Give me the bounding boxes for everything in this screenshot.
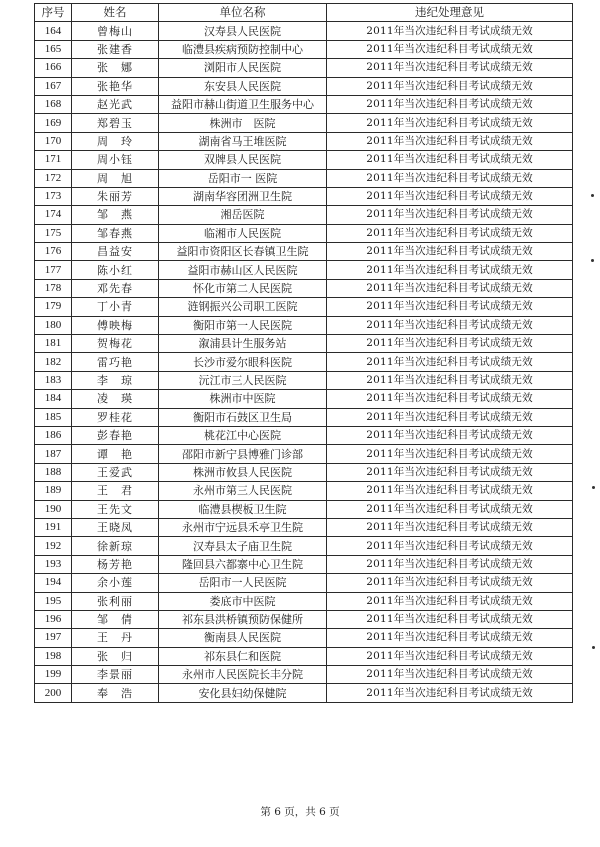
cell-unit: 双牌县人民医院 <box>159 151 327 169</box>
cell-unit: 永州市人民医院长丰分院 <box>159 666 327 684</box>
cell-name: 王 君 <box>72 482 159 500</box>
table-row <box>35 224 573 242</box>
cell-serial: 166 <box>35 59 72 77</box>
cell-opinion: 2011年当次违纪科目考试成绩无效 <box>327 132 573 150</box>
cell-name: 朱丽芳 <box>72 187 159 205</box>
cell-unit: 桃花江中心医院 <box>159 426 327 444</box>
header-unit: 单位名称 <box>159 4 327 22</box>
cell-opinion: 2011年当次违纪科目考试成绩无效 <box>327 574 573 592</box>
cell-unit: 衡阳市石鼓区卫生局 <box>159 408 327 426</box>
cell-name: 张建香 <box>72 40 159 58</box>
cell-unit: 娄底市中医院 <box>159 592 327 610</box>
violation-table <box>34 3 573 703</box>
cell-opinion: 2011年当次违纪科目考试成绩无效 <box>327 261 573 279</box>
cell-unit: 东安县人民医院 <box>159 77 327 95</box>
table-row <box>35 666 573 684</box>
table-row <box>35 132 573 150</box>
cell-opinion: 2011年当次违纪科目考试成绩无效 <box>327 647 573 665</box>
cell-opinion: 2011年当次违纪科目考试成绩无效 <box>327 684 573 702</box>
cell-opinion: 2011年当次违纪科目考试成绩无效 <box>327 666 573 684</box>
cell-name: 杨芳艳 <box>72 555 159 573</box>
table-row <box>35 77 573 95</box>
cell-opinion: 2011年当次违纪科目考试成绩无效 <box>327 40 573 58</box>
cell-unit: 汉寿县人民医院 <box>159 22 327 40</box>
table-row <box>35 555 573 573</box>
cell-serial: 175 <box>35 224 72 242</box>
table-row <box>35 40 573 58</box>
cell-opinion: 2011年当次违纪科目考试成绩无效 <box>327 482 573 500</box>
cell-unit: 株洲市 医院 <box>159 114 327 132</box>
table-row <box>35 298 573 316</box>
cell-name: 凌 瑛 <box>72 390 159 408</box>
cell-name: 奉 浩 <box>72 684 159 702</box>
cell-opinion: 2011年当次违纪科目考试成绩无效 <box>327 151 573 169</box>
cell-name: 周 玲 <box>72 132 159 150</box>
cell-unit: 衡南县人民医院 <box>159 629 327 647</box>
cell-unit: 汉寿县太子庙卫生院 <box>159 537 327 555</box>
table-row <box>35 371 573 389</box>
table-row <box>35 353 573 371</box>
cell-opinion: 2011年当次违纪科目考试成绩无效 <box>327 555 573 573</box>
header-name: 姓名 <box>72 4 159 22</box>
cell-name: 王先文 <box>72 500 159 518</box>
cell-opinion: 2011年当次违纪科目考试成绩无效 <box>327 114 573 132</box>
cell-name: 贺梅花 <box>72 335 159 353</box>
cell-name: 昌益安 <box>72 243 159 261</box>
cell-serial: 181 <box>35 335 72 353</box>
table-row <box>35 426 573 444</box>
cell-unit: 益阳市赫山区人民医院 <box>159 261 327 279</box>
cell-serial: 180 <box>35 316 72 334</box>
cell-opinion: 2011年当次违纪科目考试成绩无效 <box>327 335 573 353</box>
cell-opinion: 2011年当次违纪科目考试成绩无效 <box>327 22 573 40</box>
table-row <box>35 592 573 610</box>
cell-serial: 197 <box>35 629 72 647</box>
cell-unit: 衡阳市第一人民医院 <box>159 316 327 334</box>
cell-serial: 195 <box>35 592 72 610</box>
cell-opinion: 2011年当次违纪科目考试成绩无效 <box>327 224 573 242</box>
table-row <box>35 445 573 463</box>
cell-unit: 临湘市人民医院 <box>159 224 327 242</box>
cell-name: 李 琼 <box>72 371 159 389</box>
cell-unit: 怀化市第二人民医院 <box>159 279 327 297</box>
cell-unit: 益阳市赫山街道卫生服务中心 <box>159 95 327 113</box>
cell-unit: 安化县妇幼保健院 <box>159 684 327 702</box>
cell-unit: 长沙市爱尔眼科医院 <box>159 353 327 371</box>
cell-name: 王爱武 <box>72 463 159 481</box>
cell-unit: 湘岳医院 <box>159 206 327 224</box>
cell-unit: 祁东县洪桥镇预防保健所 <box>159 610 327 628</box>
cell-opinion: 2011年当次违纪科目考试成绩无效 <box>327 206 573 224</box>
cell-opinion: 2011年当次违纪科目考试成绩无效 <box>327 298 573 316</box>
table-row <box>35 390 573 408</box>
cell-opinion: 2011年当次违纪科目考试成绩无效 <box>327 592 573 610</box>
cell-serial: 194 <box>35 574 72 592</box>
table-row <box>35 206 573 224</box>
cell-opinion: 2011年当次违纪科目考试成绩无效 <box>327 518 573 536</box>
cell-opinion: 2011年当次违纪科目考试成绩无效 <box>327 408 573 426</box>
table-row <box>35 316 573 334</box>
header-serial: 序号 <box>35 4 72 22</box>
table-row <box>35 647 573 665</box>
cell-name: 赵光武 <box>72 95 159 113</box>
cell-serial: 174 <box>35 206 72 224</box>
cell-name: 郑碧玉 <box>72 114 159 132</box>
cell-serial: 165 <box>35 40 72 58</box>
cell-opinion: 2011年当次违纪科目考试成绩无效 <box>327 445 573 463</box>
cell-name: 谭 艳 <box>72 445 159 463</box>
cell-name: 李景丽 <box>72 666 159 684</box>
cell-opinion: 2011年当次违纪科目考试成绩无效 <box>327 95 573 113</box>
cell-name: 张利丽 <box>72 592 159 610</box>
cell-name: 傅映梅 <box>72 316 159 334</box>
cell-opinion: 2011年当次违纪科目考试成绩无效 <box>327 500 573 518</box>
cell-name: 徐新琼 <box>72 537 159 555</box>
cell-serial: 186 <box>35 426 72 444</box>
table-row <box>35 537 573 555</box>
table-row <box>35 518 573 536</box>
cell-opinion: 2011年当次违纪科目考试成绩无效 <box>327 316 573 334</box>
cell-opinion: 2011年当次违纪科目考试成绩无效 <box>327 390 573 408</box>
cell-unit: 株洲市攸县人民医院 <box>159 463 327 481</box>
table-row <box>35 279 573 297</box>
cell-unit: 溆浦县计生服务站 <box>159 335 327 353</box>
cell-serial: 169 <box>35 114 72 132</box>
cell-serial: 196 <box>35 610 72 628</box>
cell-unit: 永州市第三人民医院 <box>159 482 327 500</box>
table-row <box>35 95 573 113</box>
cell-serial: 200 <box>35 684 72 702</box>
table-row <box>35 151 573 169</box>
cell-serial: 170 <box>35 132 72 150</box>
table-row <box>35 500 573 518</box>
cell-opinion: 2011年当次违纪科目考试成绩无效 <box>327 187 573 205</box>
cell-serial: 185 <box>35 408 72 426</box>
table-row <box>35 463 573 481</box>
cell-name: 余小莲 <box>72 574 159 592</box>
cell-serial: 199 <box>35 666 72 684</box>
cell-name: 邹 燕 <box>72 206 159 224</box>
cell-name: 邓先春 <box>72 279 159 297</box>
cell-opinion: 2011年当次违纪科目考试成绩无效 <box>327 169 573 187</box>
cell-opinion: 2011年当次违纪科目考试成绩无效 <box>327 426 573 444</box>
cell-name: 雷巧艳 <box>72 353 159 371</box>
cell-serial: 178 <box>35 279 72 297</box>
cell-name: 王晓凤 <box>72 518 159 536</box>
cell-serial: 188 <box>35 463 72 481</box>
table-row <box>35 482 573 500</box>
page-footer: 第 6 页，共 6 页 <box>260 806 340 818</box>
cell-serial: 179 <box>35 298 72 316</box>
cell-serial: 177 <box>35 261 72 279</box>
cell-unit: 湖南华容团洲卫生院 <box>159 187 327 205</box>
cell-opinion: 2011年当次违纪科目考试成绩无效 <box>327 353 573 371</box>
cell-name: 罗桂花 <box>72 408 159 426</box>
cell-opinion: 2011年当次违纪科目考试成绩无效 <box>327 537 573 555</box>
cell-serial: 198 <box>35 647 72 665</box>
header-opinion: 违纪处理意见 <box>327 4 573 22</box>
cell-serial: 192 <box>35 537 72 555</box>
cell-serial: 173 <box>35 187 72 205</box>
cell-opinion: 2011年当次违纪科目考试成绩无效 <box>327 371 573 389</box>
cell-unit: 永州市宁远县禾亭卫生院 <box>159 518 327 536</box>
table-row <box>35 684 573 702</box>
table-row <box>35 243 573 261</box>
table-row <box>35 187 573 205</box>
table-row <box>35 169 573 187</box>
cell-serial: 182 <box>35 353 72 371</box>
cell-serial: 183 <box>35 371 72 389</box>
table-row <box>35 335 573 353</box>
table-row <box>35 22 573 40</box>
table-row <box>35 59 573 77</box>
table-row <box>35 408 573 426</box>
cell-name: 邹春燕 <box>72 224 159 242</box>
table-header-row <box>35 4 573 22</box>
cell-name: 丁小青 <box>72 298 159 316</box>
cell-name: 周 旭 <box>72 169 159 187</box>
cell-unit: 涟钢振兴公司职工医院 <box>159 298 327 316</box>
margin-dot <box>591 259 594 262</box>
cell-name: 彭春艳 <box>72 426 159 444</box>
cell-unit: 岳阳市一人民医院 <box>159 574 327 592</box>
cell-opinion: 2011年当次违纪科目考试成绩无效 <box>327 463 573 481</box>
cell-unit: 株洲市中医院 <box>159 390 327 408</box>
table-row <box>35 610 573 628</box>
cell-unit: 浏阳市人民医院 <box>159 59 327 77</box>
table-row <box>35 629 573 647</box>
cell-name: 曾梅山 <box>72 22 159 40</box>
cell-name: 张 归 <box>72 647 159 665</box>
margin-dot <box>592 646 595 649</box>
cell-opinion: 2011年当次违纪科目考试成绩无效 <box>327 279 573 297</box>
margin-dot <box>592 486 595 489</box>
cell-name: 陈小红 <box>72 261 159 279</box>
cell-unit: 岳阳市一 医院 <box>159 169 327 187</box>
cell-serial: 191 <box>35 518 72 536</box>
cell-unit: 湖南省马王堆医院 <box>159 132 327 150</box>
cell-unit: 临澧县楔板卫生院 <box>159 500 327 518</box>
cell-name: 张艳华 <box>72 77 159 95</box>
cell-serial: 184 <box>35 390 72 408</box>
cell-serial: 164 <box>35 22 72 40</box>
table-row <box>35 261 573 279</box>
margin-dot <box>591 194 594 197</box>
cell-unit: 邵阳市新宁县博雅门诊部 <box>159 445 327 463</box>
table-row <box>35 574 573 592</box>
cell-opinion: 2011年当次违纪科目考试成绩无效 <box>327 243 573 261</box>
cell-serial: 172 <box>35 169 72 187</box>
table-row <box>35 114 573 132</box>
cell-unit: 沅江市三人民医院 <box>159 371 327 389</box>
table-body <box>35 22 573 702</box>
cell-unit: 益阳市资阳区长春镇卫生院 <box>159 243 327 261</box>
cell-opinion: 2011年当次违纪科目考试成绩无效 <box>327 77 573 95</box>
cell-opinion: 2011年当次违纪科目考试成绩无效 <box>327 59 573 77</box>
cell-name: 周小钰 <box>72 151 159 169</box>
cell-unit: 隆回县六都寨中心卫生院 <box>159 555 327 573</box>
cell-name: 邹 倩 <box>72 610 159 628</box>
cell-serial: 190 <box>35 500 72 518</box>
cell-serial: 187 <box>35 445 72 463</box>
cell-serial: 189 <box>35 482 72 500</box>
cell-name: 王 丹 <box>72 629 159 647</box>
cell-serial: 193 <box>35 555 72 573</box>
cell-name: 张 娜 <box>72 59 159 77</box>
cell-opinion: 2011年当次违纪科目考试成绩无效 <box>327 629 573 647</box>
cell-serial: 171 <box>35 151 72 169</box>
cell-opinion: 2011年当次违纪科目考试成绩无效 <box>327 610 573 628</box>
cell-unit: 临澧县疾病预防控制中心 <box>159 40 327 58</box>
cell-unit: 祁东县仁和医院 <box>159 647 327 665</box>
cell-serial: 168 <box>35 95 72 113</box>
cell-serial: 167 <box>35 77 72 95</box>
cell-serial: 176 <box>35 243 72 261</box>
